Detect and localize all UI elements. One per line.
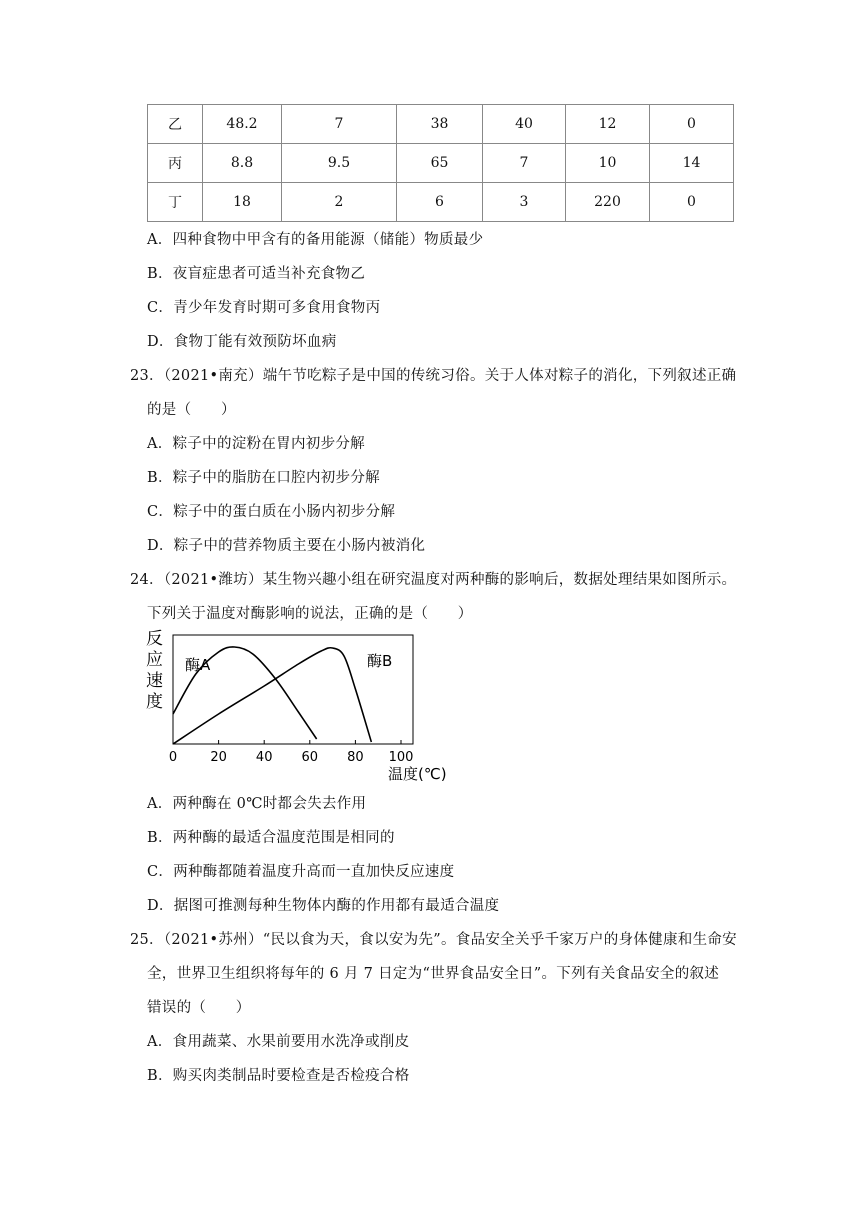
q25-stem-line2: 全，世界卫生组织将每年的 6 月 7 日定为“世界食品安全日”。下列有关食品安全的叙述 — [147, 966, 720, 982]
chart-ylabel-char: 度 — [146, 692, 163, 712]
chart-ylabel — [146, 629, 163, 712]
q22-option-a: A．四种食物中甲含有的备用能源（储能）物质最少 — [147, 232, 484, 248]
nutrient-table — [147, 104, 734, 222]
q22-option-d: D．食物丁能有效预防坏血病 — [147, 334, 337, 350]
table-cell: 65 — [397, 144, 483, 183]
q24-stem-line2: 下列关于温度对酶影响的说法，正确的是（ ） — [147, 606, 473, 622]
table-cell: 7 — [282, 105, 397, 144]
table-row — [148, 183, 734, 222]
q24-option-c: C．两种酶都随着温度升高而一直加快反应速度 — [147, 864, 455, 880]
q22-option-b: B．夜盲症患者可适当补充食物乙 — [147, 266, 366, 282]
table-cell: 6 — [397, 183, 483, 222]
chart-ylabel-char: 速 — [146, 671, 163, 691]
table-cell: 0 — [650, 105, 734, 144]
chart-x-tick-label: 80 — [347, 750, 364, 765]
q23-option-a: A．粽子中的淀粉在胃内初步分解 — [147, 436, 365, 452]
table-cell: 12 — [566, 105, 650, 144]
q23-option-b: B．粽子中的脂肪在口腔内初步分解 — [147, 470, 380, 486]
q23-option-c: C．粽子中的蛋白质在小肠内初步分解 — [147, 504, 396, 520]
table-row — [148, 105, 734, 144]
q24-option-d: D．据图可推测每种生物体内酶的作用都有最适合温度 — [147, 898, 500, 914]
table-cell: 40 — [483, 105, 566, 144]
q23-stem-line2: 的是（ ） — [147, 402, 236, 418]
table-cell: 3 — [483, 183, 566, 222]
table-cell: 38 — [397, 105, 483, 144]
table-cell: 7 — [483, 144, 566, 183]
table-cell: 丙 — [148, 144, 203, 183]
chart-x-tick-label: 40 — [255, 750, 273, 765]
q22-option-c: C．青少年发育时期可多食用食物丙 — [147, 300, 381, 316]
q25-stem-line1: 25．（2021•苏州）“民以食为天，食以安为先”。食品安全关乎千家万户的身体健康和生命安 — [130, 932, 737, 948]
q25-stem-line3: 错误的（ ） — [147, 1000, 251, 1016]
table-cell: 10 — [566, 144, 650, 183]
chart-x-tick-label: 60 — [301, 750, 319, 765]
chart-xlabel: 温度(℃) — [388, 765, 447, 783]
table-cell: 乙 — [148, 105, 203, 144]
chart-x-tick-label: 0 — [168, 750, 178, 765]
q24-stem-line1: 24．（2021•潍坊）某生物兴趣小组在研究温度对两种酶的影响后，数据处理结果如图所示。 — [130, 572, 737, 588]
q24-option-a: A．两种酶在 0℃时都会失去作用 — [147, 796, 367, 812]
chart-x-tick-label: 20 — [210, 750, 227, 765]
q25-option-a: A．食用蔬菜、水果前要用水洗净或削皮 — [147, 1034, 410, 1050]
table-cell: 2 — [282, 183, 397, 222]
q25-option-b: B．购买肉类制品时要检查是否检疫合格 — [147, 1068, 410, 1084]
enzyme-temperature-chart — [140, 628, 450, 788]
chart-series-label: 酶A — [185, 656, 211, 674]
q23-stem-line1: 23．（2021•南充）端午节吃粽子是中国的传统习俗。关于人体对粽子的消化，下列叙述正确 — [130, 368, 737, 384]
table-cell: 48.2 — [203, 105, 282, 144]
q24-option-b: B．两种酶的最适合温度范围是相同的 — [147, 830, 395, 846]
table-cell: 8.8 — [203, 144, 282, 183]
chart-ylabel-char: 应 — [146, 650, 163, 670]
table-cell: 18 — [203, 183, 282, 222]
table-cell: 220 — [566, 183, 650, 222]
table-cell: 丁 — [148, 183, 203, 222]
q23-option-d: D．粽子中的营养物质主要在小肠内被消化 — [147, 538, 426, 554]
chart-series-label: 酶B — [367, 652, 393, 670]
chart-x-tick-label: 100 — [388, 750, 414, 765]
chart-ylabel-char: 反 — [146, 629, 163, 649]
table-row — [148, 144, 734, 183]
table-cell: 0 — [650, 183, 734, 222]
table-cell: 14 — [650, 144, 734, 183]
table-cell: 9.5 — [282, 144, 397, 183]
